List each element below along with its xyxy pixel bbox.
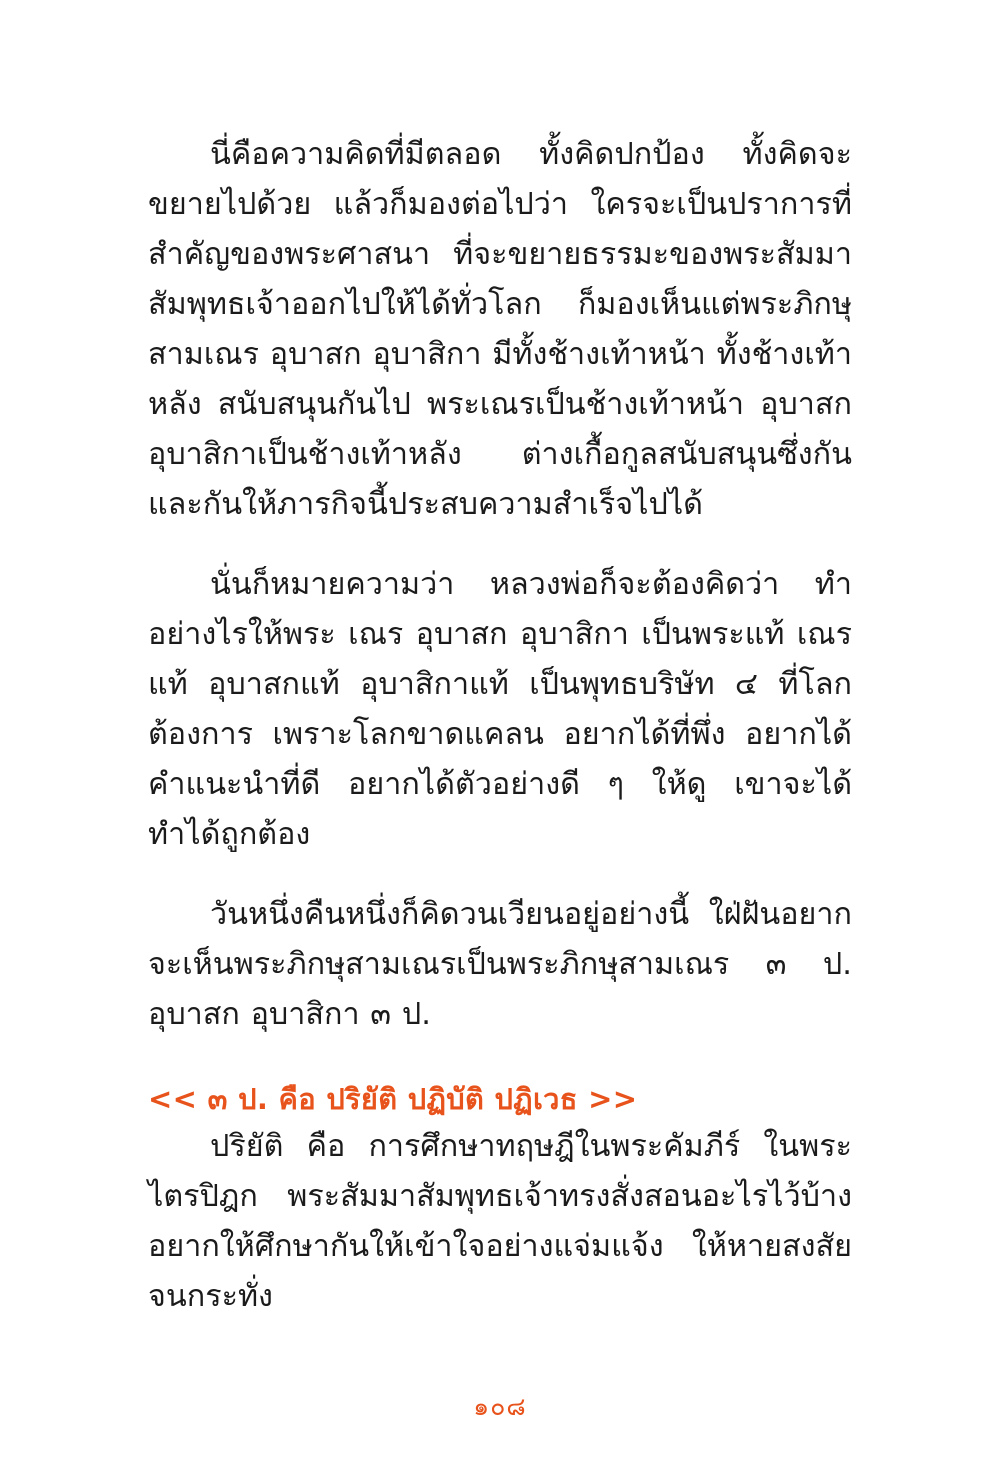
page-content [148, 130, 852, 1322]
body-paragraph: นี่คือความคิดที่มีตลอด ทั้งคิดปกป้อง ทั้งคิดจะขยายไปด้วย แล้วก็มองต่อไปว่า ใครจะเป็นปราการที่สำคัญของพระศาสนา ที่จะขยายธรรมะของพระสัมมาสัมพุทธเจ้าออกไปให้ได้ทั่วโลก ก็มองเห็นแต่พระภิกษุ สามเณร อุบาสก อุบาสิกา มีทั้งช้างเท้าหน้า ทั้งช้างเท้าหลัง สนับสนุนกันไป พระเณรเป็นช้างเท้าหน้า อุบาสกอุบาสิกาเป็นช้างเท้าหลัง ต่างเกื้อกูลสนับสนุนซึ่งกันและกันให้ภารกิจนี้ประสบความสำเร็จไปได้ [148, 137, 852, 522]
page-number: ๑๐๘ [473, 1392, 527, 1421]
section-heading: << ๓ ป. คือ ปริยัติ ปฏิบัติ ปฏิเวธ >> [148, 1082, 638, 1116]
body-paragraph: วันหนึ่งคืนหนึ่งก็คิดวนเวียนอยู่อย่างนี้ ใฝ่ฝันอยากจะเห็นพระภิกษุสามเณรเป็นพระภิกษุสามเณร ๓ ป. อุบาสก อุบาสิกา ๓ ป. [148, 897, 852, 1032]
body-paragraph: ปริยัติ คือ การศึกษาทฤษฎีในพระคัมภีร์ ในพระไตรปิฎก พระสัมมาสัมพุทธเจ้าทรงสั่งสอนอะไรไว้บ้าง อยากให้ศึกษากันให้เข้าใจอย่างแจ่มแจ้ง ให้หายสงสัย จนกระทั่ง [148, 1129, 852, 1314]
body-paragraph: นั่นก็หมายความว่า หลวงพ่อก็จะต้องคิดว่า ทำอย่างไรให้พระ เณร อุบาสก อุบาสิกา เป็นพระแท้ เณรแท้ อุบาสกแท้ อุบาสิกาแท้ เป็นพุทธบริษัท ๔ ที่โลกต้องการ เพราะโลกขาดแคลน อยากได้ที่พึ่ง อยากได้คำแนะนำที่ดี อยากได้ตัวอย่างดี ๆ ให้ดู เขาจะได้ทำได้ถูกต้อง [148, 567, 852, 852]
